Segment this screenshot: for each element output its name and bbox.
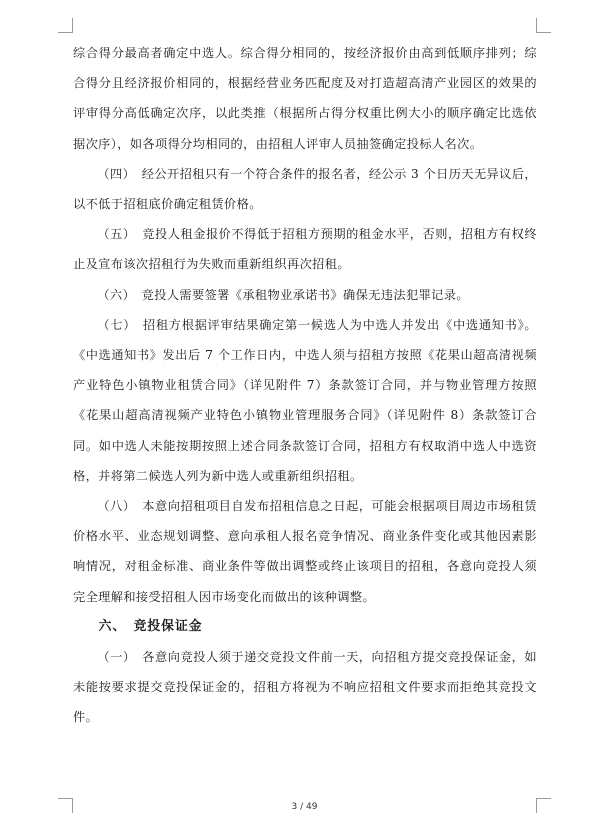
page-number: 3 / 49 bbox=[291, 802, 318, 812]
page-corner-mark-top-left bbox=[58, 18, 73, 33]
paragraph-clause-7: （七） 招租方根据评审结果确定第一候选人为中选人并发出《中选通知书》。《中选通知书》发出后 7 个工作日内，中选人须与招租方按照《花果山超高清视频产业特色小镇物业租赁合同》（详见附件 7）条款签订合同，并与物业管理方按照《花果山超高清视频产业特色小镇物业管理服务合同》（详见附件 8）条款签订合同。如中选人未能按期按照上述合同条款签订合同，招租方有权取消中选人中选资格，并将第二候选人列为新中选人或重新组织招租。 bbox=[73, 317, 537, 483]
paragraph-clause-6: （六） 竞投人需要签署《承租物业承诺书》确保无违法犯罪记录。 bbox=[97, 287, 469, 302]
section-heading-deposit: 六、 竞投保证金 bbox=[98, 618, 203, 634]
paragraph-deposit-clause-1: （一） 各意向竞投人须于递交竞投文件前一天，向招租方提交竞投保证金，如未能按要求提交竞投保证金的，招租方将视为不响应招租文件要求而拒绝其竞投文件。 bbox=[73, 650, 537, 725]
document-body bbox=[73, 38, 537, 733]
paragraph-clause-8: （八） 本意向招租项目自发布招租信息之日起，可能会根据项目周边市场租赁价格水平、业态规划调整、意向承租人报名竞争情况、商业条件变化或其他因素影响情况，对租金标准、商业条件等做出调整或终止该项目的招租，各意向竞投人须完全理解和接受招租人因市场变化而做出的该种调整。 bbox=[73, 499, 537, 604]
page-corner-mark-top-right bbox=[536, 18, 551, 33]
paragraph-clause-5: （五） 竞投人租金报价不得低于招租方预期的租金水平，否则，招租方有权终止及宣布该次招租行为失败而重新组织再次招租。 bbox=[73, 227, 537, 272]
paragraph-clause-4: （四） 经公开招租只有一个符合条件的报名者，经公示 3 个日历天无异议后，以不低于招租底价确定租赁价格。 bbox=[73, 166, 537, 212]
paragraph-scoring-continued: 综合得分最高者确定中选人。综合得分相同的，按经济报价由高到低顺序排列；综合得分且经济报价相同的，根据经营业务匹配度及对打造超高清产业园区的效果的评审得分高低确定次序，以此类推（根据所占得分权重比例大小的顺序确定比选依据次序），如各项得分均相同的，由招租人评审人员抽签确定投标人名次。 bbox=[73, 46, 537, 151]
